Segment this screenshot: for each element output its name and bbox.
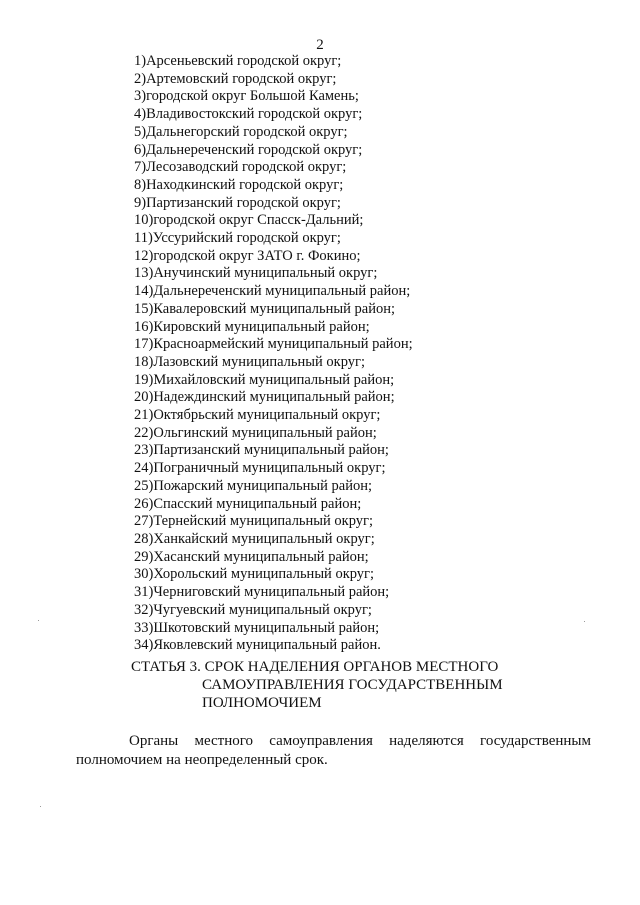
list-item: 24)Пограничный муниципальный округ; <box>134 460 386 477</box>
list-item: 28)Ханкайский муниципальный округ; <box>134 530 375 547</box>
list-item: 3)городской округ Большой Камень; <box>134 88 359 105</box>
list-item: 26)Спасский муниципальный район; <box>134 495 362 512</box>
list-item: 4)Владивостокский городской округ; <box>134 106 363 123</box>
list-item: 23)Партизанский муниципальный район; <box>134 442 389 459</box>
article-heading-line: СТАТЬЯ 3. СРОК НАДЕЛЕНИЯ ОРГАНОВ МЕСТНОГО <box>131 659 499 675</box>
article-body-line: Органы местного самоуправления наделяются государственным <box>129 733 591 749</box>
list-item: 16)Кировский муниципальный район; <box>134 318 370 335</box>
article-heading <box>131 658 503 712</box>
list-item: 5)Дальнегорский городской округ; <box>134 123 348 140</box>
list-item: 18)Лазовский муниципальный округ; <box>134 353 365 370</box>
list-item: 30)Хорольский муниципальный округ; <box>134 566 375 583</box>
municipality-list <box>134 53 413 655</box>
list-item: 34)Яковлевский муниципальный район. <box>134 637 381 654</box>
scan-speck <box>38 620 39 621</box>
list-item: 19)Михайловский муниципальный район; <box>134 371 395 388</box>
list-item: 9)Партизанский городской округ; <box>134 194 341 211</box>
list-item: 32)Чугуевский муниципальный округ; <box>134 601 372 618</box>
list-item: 10)городской округ Спасск-Дальний; <box>134 212 364 229</box>
article-body <box>76 732 591 770</box>
list-item: 21)Октябрьский муниципальный округ; <box>134 407 381 424</box>
list-item: 25)Пожарский муниципальный район; <box>134 477 373 494</box>
list-item: 27)Тернейский муниципальный округ; <box>134 513 374 530</box>
scan-speck <box>40 806 41 807</box>
article-heading-line: ПОЛНОМОЧИЕМ <box>202 695 322 711</box>
list-item: 1)Арсеньевский городской округ; <box>134 53 342 69</box>
list-item: 31)Черниговский муниципальный район; <box>134 584 390 601</box>
list-item: 7)Лесозаводский городской округ; <box>134 159 347 176</box>
list-item: 29)Хасанский муниципальный район; <box>134 548 369 565</box>
page-number: 2 <box>316 37 324 53</box>
list-item: 22)Ольгинский муниципальный район; <box>134 424 377 441</box>
list-item: 14)Дальнереченский муниципальный район; <box>134 283 411 300</box>
list-item: 33)Шкотовский муниципальный район; <box>134 619 380 636</box>
list-item: 8)Находкинский городской округ; <box>134 176 344 193</box>
list-item: 15)Кавалеровский муниципальный район; <box>134 300 396 317</box>
article-body-line: полномочием на неопределенный срок. <box>76 752 328 768</box>
list-item: 17)Красноармейский муниципальный район; <box>134 336 413 353</box>
list-item: 6)Дальнереченский городской округ; <box>134 141 363 158</box>
list-item: 2)Артемовский городской округ; <box>134 70 337 87</box>
list-item: 20)Надеждинский муниципальный район; <box>134 389 395 406</box>
list-item: 13)Анучинский муниципальный округ; <box>134 265 378 282</box>
scan-speck <box>584 621 585 622</box>
article-heading-line: САМОУПРАВЛЕНИЯ ГОСУДАРСТВЕННЫМ <box>202 677 503 693</box>
list-item: 11)Уссурийский городской округ; <box>134 230 341 247</box>
list-item: 12)городской округ ЗАТО г. Фокино; <box>134 247 361 264</box>
